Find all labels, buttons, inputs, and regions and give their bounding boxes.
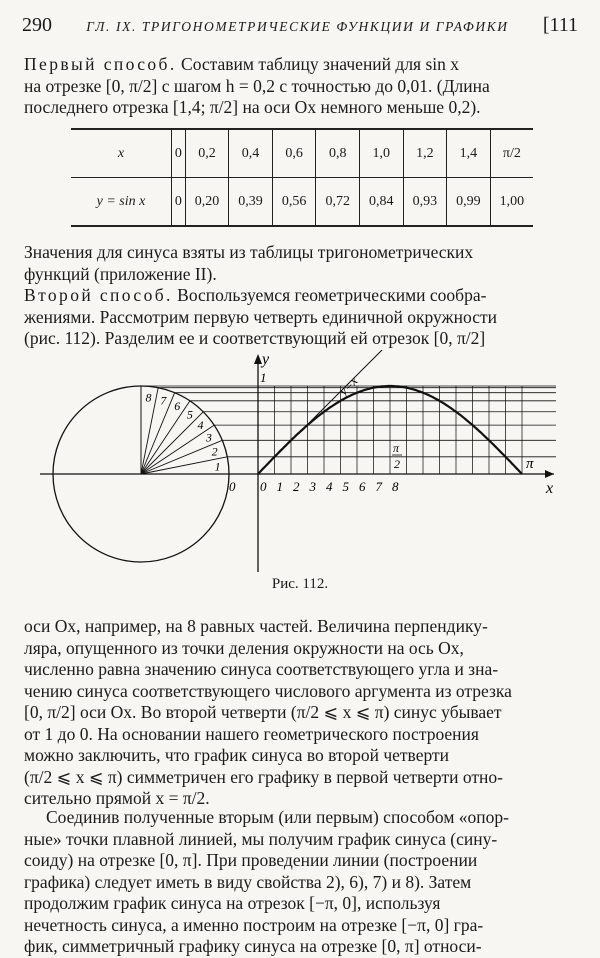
table-cell: π/2	[490, 129, 533, 178]
method-two-paragraph	[24, 285, 578, 350]
sine-values-table	[71, 128, 533, 227]
table-source-paragraph	[24, 242, 578, 285]
circle-label: 2	[211, 444, 218, 459]
intro-line-1	[24, 54, 578, 76]
para4-line-3: численно равна значению синуса соответствующего угла и зна-	[24, 659, 499, 679]
table-cell: 0,2	[185, 129, 229, 178]
tick-label: 2	[293, 479, 300, 494]
para5-line-6: нечетность синуса, а именно построим на отрезке [−π, 0] гра-	[24, 914, 484, 935]
tick-label: 4	[326, 479, 333, 494]
para3-line-3: (рис. 112). Разделим ее и соответствующий ей отрезок [0, π/2]	[24, 328, 486, 348]
tick-label: 1	[276, 479, 283, 494]
row-label-x: x	[71, 129, 172, 178]
method-one-label: Первый способ.	[24, 54, 177, 74]
section-number: [111	[542, 14, 578, 36]
para5-line-4: графика) следует иметь в виду свойства 2), 6), 7) и 8). Затем	[24, 871, 472, 892]
x-axis-arrow	[545, 470, 554, 478]
para5-line-1: Соединив полученные вторым (или первым) способом «опор-	[46, 807, 509, 827]
table-cell: 0,84	[359, 178, 403, 227]
para4-line-1: оси Ox, например, на 8 равных частей. Величина перпендику-	[24, 616, 488, 636]
para4-line-8: (π/2 ⩽ x ⩽ π) симметричен его графику в первой четверти отно-	[24, 766, 503, 787]
circle-label: 8	[145, 390, 152, 405]
table-cell: 1,4	[447, 129, 491, 178]
table-cell: 0,56	[272, 178, 316, 227]
intro-line-1-text: Составим таблицу значений для sin x	[176, 54, 460, 74]
page-header	[22, 14, 578, 44]
circle-label: 4	[197, 418, 204, 433]
para3-line-1	[24, 285, 578, 307]
intro-line-3: последнего отрезка [1,4; π/2] на оси Ox немного меньше 0,2).	[24, 97, 481, 117]
table-cell: 0,93	[403, 178, 447, 227]
table-row-x	[71, 129, 533, 178]
table-cell: 0,39	[229, 178, 273, 227]
tick-label: 0	[260, 479, 267, 494]
table-cell: 1,0	[359, 129, 403, 178]
para3-line-1-text: Воспользуемся геометрическими сообра-	[172, 285, 487, 305]
para4-line-9: сительно прямой x = π/2.	[24, 788, 210, 808]
figure-labels	[229, 351, 553, 497]
x-axis-label: x	[546, 480, 554, 497]
para5-line-3: соиду) на отрезке [0, π]. При проведении линии (построении	[24, 850, 478, 870]
circle-label: 6	[174, 399, 181, 414]
zero-label: 0	[229, 479, 236, 494]
figure-caption: Рис. 112.	[271, 576, 329, 592]
chapter-title: ГЛ. IX. ТРИГОНОМЕТРИЧЕСКИЕ ФУНКЦИИ И ГРАФИКИ	[86, 19, 509, 34]
y-axis-arrow	[254, 354, 262, 364]
circle-label: 5	[186, 407, 193, 422]
tick-label: 7	[375, 479, 382, 494]
table-cell: 1,2	[403, 129, 447, 178]
tick-label: 8	[392, 479, 399, 494]
table-cell: 0,4	[229, 129, 273, 178]
one-label: 1	[260, 370, 267, 385]
table-cell: 0,72	[316, 178, 360, 227]
y-axis-label: y	[262, 351, 270, 368]
table-cell: 0	[172, 129, 186, 178]
table-cell: 1,00	[490, 178, 533, 227]
table-cell: 0	[172, 178, 186, 227]
para5-line-7: фик, симметричный графику синуса на отрезке [0, π] относи-	[24, 936, 482, 956]
pi-label: π	[526, 456, 534, 472]
para4-line-7: можно заключить, что график синуса во второй четверти	[24, 745, 450, 765]
para3-line-2: жениями. Рассмотрим первую четверть единичной окружности	[24, 306, 497, 327]
intro-line-2: на отрезке [0, π/2] с шагом h = 0,2 с точностью до 0,01. (Длина	[24, 75, 490, 96]
line-label: y=x	[335, 373, 361, 399]
para4-line-6: от 1 до 0. На основании нашего геометрического построения	[24, 723, 479, 744]
explanation-paragraph	[24, 616, 578, 810]
pi-half-denominator: 2	[394, 457, 400, 471]
para2-line-1: Значения для синуса взяты из таблицы тригонометрических	[24, 242, 474, 262]
para4-line-2: ляра, опущенного из точки деления окружности на ось Ox,	[24, 637, 464, 658]
para5-line-5: продолжим график синуса на отрезок [−π, 0], используя	[24, 893, 441, 913]
table-cell: 0,99	[447, 178, 491, 227]
method-two-label: Второй способ.	[24, 285, 173, 305]
circle-label: 3	[205, 430, 212, 445]
circle-label: 1	[214, 459, 221, 474]
para5-line-2: ные» точки плавной линией, мы получим график синуса (сину-	[24, 828, 498, 849]
table-cell: 0,8	[316, 129, 360, 178]
page-number: 290	[22, 14, 52, 36]
tick-label: 3	[309, 479, 316, 494]
tick-label: 5	[342, 479, 349, 494]
tick-label: 6	[359, 479, 366, 494]
figure-112	[26, 350, 576, 572]
circle-label: 7	[160, 393, 167, 408]
table-row-y	[71, 178, 533, 227]
intro-paragraph	[24, 54, 578, 119]
para4-line-5: [0, π/2] оси Ox. Во второй четверти (π/2 ⩽ x ⩽ π) синус убывает	[24, 702, 502, 722]
axis-tick-labels	[260, 479, 399, 494]
row-label-y: y = sin x	[71, 178, 172, 227]
para4-line-4: чению синуса соответствующего числового аргумента из отрезка	[24, 680, 512, 701]
table-cell: 0,6	[272, 129, 316, 178]
table-cell: 0,20	[185, 178, 229, 227]
para2-line-2: функций (приложение II).	[24, 263, 217, 284]
circle-ray	[141, 412, 203, 474]
conclusion-paragraph	[24, 807, 578, 958]
pi-half-numerator: π	[393, 441, 400, 455]
